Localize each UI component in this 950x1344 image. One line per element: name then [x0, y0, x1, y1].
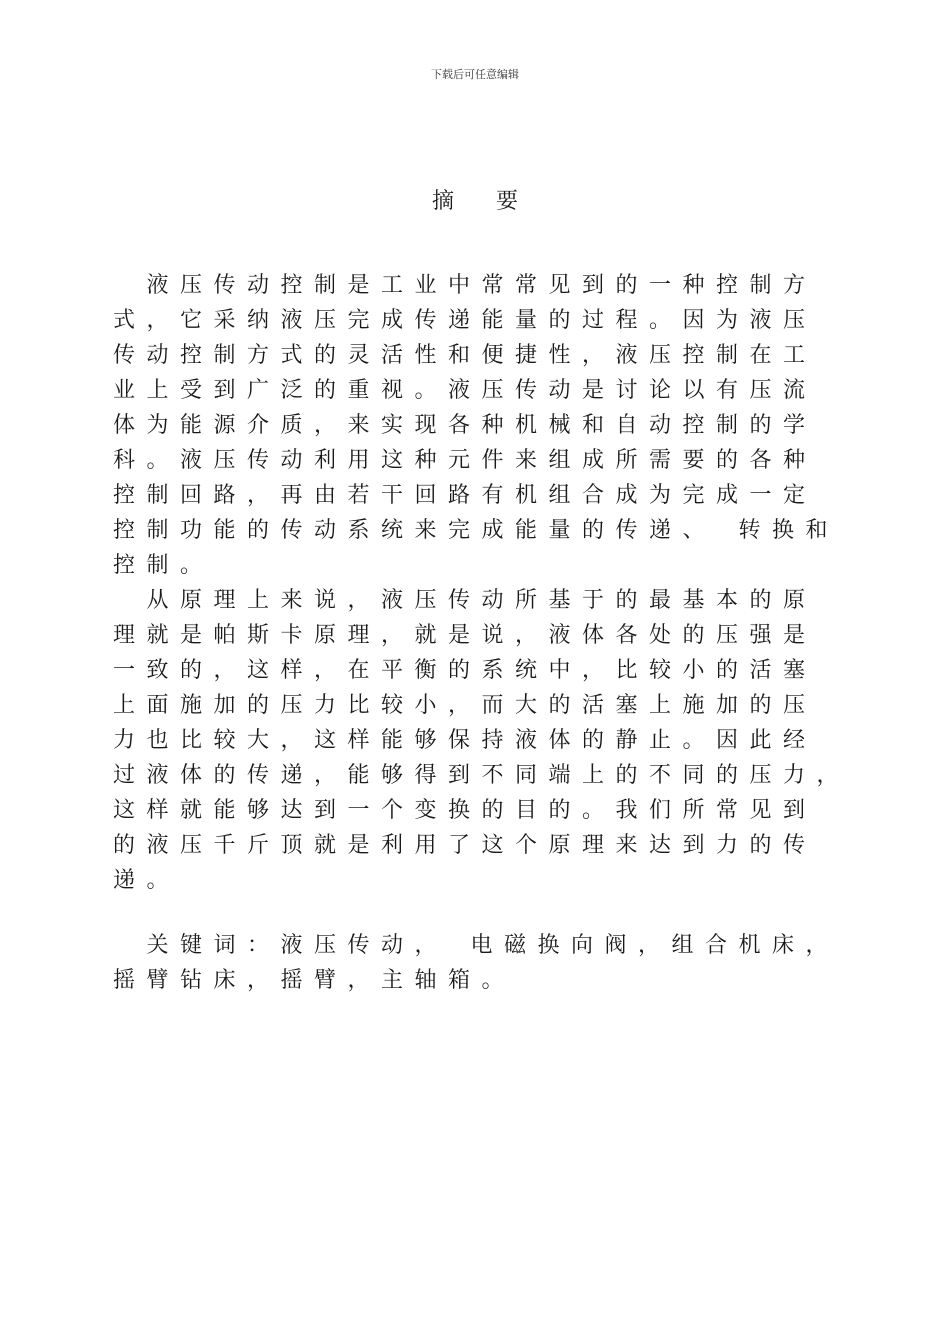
text-line: 传动控制方式的灵活性和便捷性，液压控制在工	[113, 343, 817, 368]
text-line: 过液体的传递，能够得到不同端上的不同的压力，	[113, 763, 851, 788]
text-line: 科。液压传动利用这种元件来组成所需要的各种	[113, 448, 817, 473]
keywords-line: 关键词：液压传动， 电磁换向阀，组合机床，	[113, 933, 840, 958]
text-line: 控制功能的传动系统来完成能量的传递、 转换和	[113, 518, 840, 543]
page-header-note: 下载后可任意编辑	[431, 68, 519, 81]
text-line: 这样就能够达到一个变换的目的。我们所常见到	[113, 798, 817, 823]
text-line: 液压传动控制是工业中常常见到的一种控制方	[113, 273, 817, 298]
text-line: 上面施加的压力比较小，而大的活塞上施加的压	[113, 693, 817, 718]
text-line: 递。	[113, 868, 181, 893]
text-line: 控制。	[113, 553, 214, 578]
text-line: 业上受到广泛的重视。液压传动是讨论以有压流	[113, 378, 817, 403]
keywords-line: 摇臂钻床，摇臂，主轴箱。	[113, 968, 516, 993]
paragraph-principle-intro	[113, 268, 840, 583]
text-line: 理就是帕斯卡原理，就是说，液体各处的压强是	[113, 623, 817, 648]
abstract-title: 摘要	[431, 189, 560, 214]
paragraph-spacer	[113, 898, 833, 928]
text-line: 一致的，这样，在平衡的系统中，比较小的活塞	[113, 658, 817, 683]
text-line: 控制回路，再由若干回路有机组合成为完成一定	[113, 483, 817, 508]
abstract-body	[113, 268, 851, 998]
text-line: 的液压千斤顶就是利用了这个原理来达到力的传	[113, 833, 817, 858]
text-line: 力也比较大，这样能够保持液体的静止。因此经	[113, 728, 817, 753]
paragraph-pascal-principle	[113, 583, 851, 898]
text-line: 式，它采纳液压完成传递能量的过程。因为液压	[113, 308, 817, 333]
text-line: 体为能源介质，来实现各种机械和自动控制的学	[113, 413, 817, 438]
text-line: 从原理上来说，液压传动所基于的最基本的原	[113, 588, 817, 613]
keywords-section	[113, 928, 840, 998]
